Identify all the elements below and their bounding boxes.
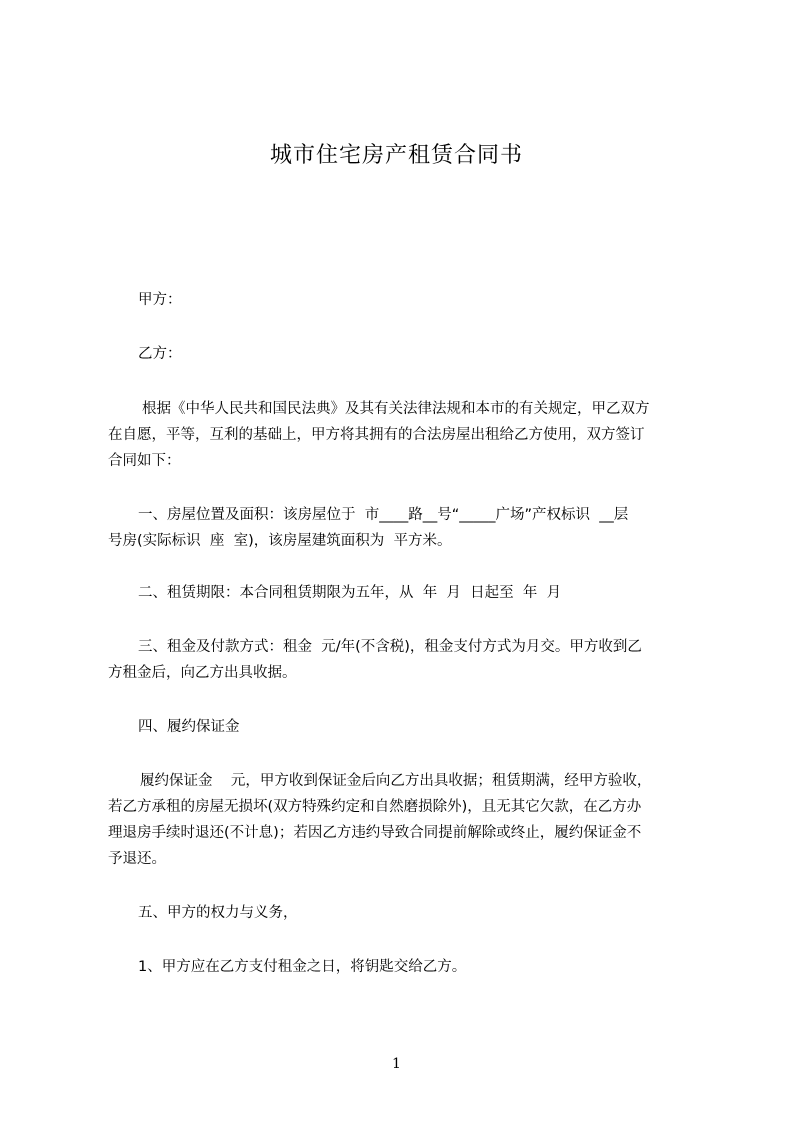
party-b-label: 乙方： [138, 346, 182, 362]
clause-1-line: 号房(实际标识 座 室)，该房屋建筑面积为 平方米。 [108, 533, 452, 549]
clause-4-line: 若乙方承租的房屋无损坏(双方特殊约定和自然磨损除外)，且无其它欠款，在乙方办 [108, 799, 642, 815]
clause-3-line: 三、租金及付款方式：租金 元/年(不含税)，租金支付方式为月交。甲方收到乙 [138, 639, 642, 655]
preamble-line: 根据《中华人民共和国民法典》及其有关法律法规和本市的有关规定，甲乙双方 [142, 401, 650, 417]
clause-3-line: 方租金后，向乙方出具收据。 [108, 665, 297, 681]
clause-1-line: 一、房屋位置及面积：该房屋位于 市____路__号“_____广场”产权标识 __层 [138, 507, 629, 523]
clause-2-line: 二、租赁期限：本合同租赁期限为五年，从 年 月 日起至 年 月 [138, 585, 562, 601]
clause-4-line: 履约保证金 元，甲方收到保证金后向乙方出具收据；租赁期满，经甲方验收， [140, 773, 652, 789]
clause-5-heading: 五、甲方的权力与义务， [138, 905, 298, 921]
document-title: 城市住宅房产租赁合同书 [269, 143, 523, 168]
preamble-line: 合同如下： [108, 453, 181, 469]
preamble-line: 在自愿，平等，互利的基础上，甲方将其拥有的合法房屋出租给乙方使用，双方签订 [108, 427, 645, 443]
page-number: 1 [392, 1056, 401, 1072]
clause-4-line: 予退还。 [108, 851, 166, 867]
clause-4-heading: 四、履约保证金 [138, 719, 240, 735]
clause-4-line: 理退房手续时退还(不计息)；若因乙方违约导致合同提前解除或终止，履约保证金不 [108, 825, 642, 841]
party-a-label: 甲方： [138, 292, 182, 308]
clause-5-item: 1、甲方应在乙方支付租金之日，将钥匙交给乙方。 [138, 959, 467, 975]
